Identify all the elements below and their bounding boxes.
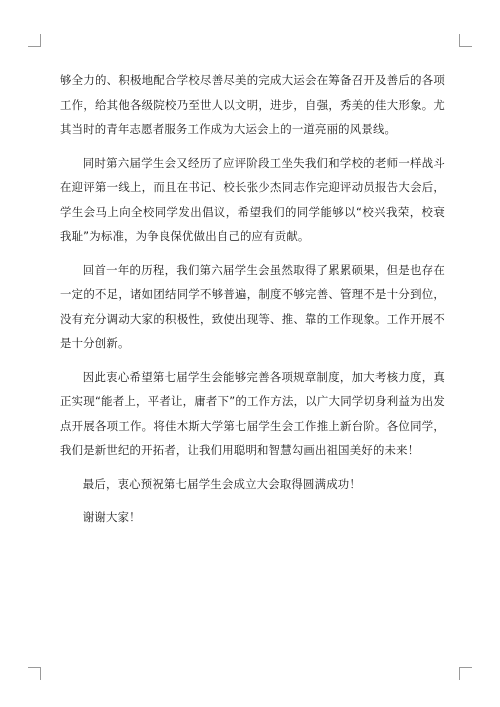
paragraph-hopes: 因此衷心希望第七届学生会能够完善各项规章制度，加大考核力度，真正实现“能者上，平者让，庸者下”的工作方法，以广大同学切身利益为出发点开展各项工作。将佳木斯大学第七届学生会工作推上新台阶。各位同学，我们是新世纪的开拓者，让我们用聪明和智慧勾画出祖国美好的未来！	[60, 369, 445, 457]
crop-mark-bottom-right	[459, 667, 472, 680]
crop-mark-bottom-left	[28, 667, 41, 680]
document-body	[60, 68, 445, 539]
paragraph-continuation: 够全力的、积极地配合学校尽善尽美的完成大运会在筹备召开及善后的各项工作，给其他各级院校乃至世人以文明，进步，自强，秀美的佳大形象。尤其当时的青年志愿者服务工作成为大运会上的一道亮丽的风景线。	[60, 73, 445, 136]
paragraph-thanks: 谢谢大家！	[82, 510, 141, 524]
paragraph-wishes: 最后，衷心预祝第七届学生会成立大会取得圆满成功！	[82, 476, 361, 491]
paragraph-reflection: 回首一年的历程，我们第六届学生会虽然取得了累累硕果，但是也存在一定的不足，诸如团结同学不够普遍，制度不够完善、管理不是十分到位，没有充分调动大家的积极性，致使出现等、推、靠的工作现象。工作开展不是十分创新。	[60, 262, 445, 350]
crop-mark-top-right	[459, 34, 472, 47]
crop-mark-top-left	[28, 34, 41, 47]
paragraph-review-period: 同时第六届学生会又经历了应评阶段工坐失我们和学校的老师一样战斗在迎评第一线上，而且在书记、校长张少杰同志作完迎评动员报告大会后，学生会马上向全校同学发出倡议，希望我们的同学能够以“校兴我荣，校衰我耻”为标准，为争良保优做出自己的应有贡献。	[60, 155, 445, 243]
